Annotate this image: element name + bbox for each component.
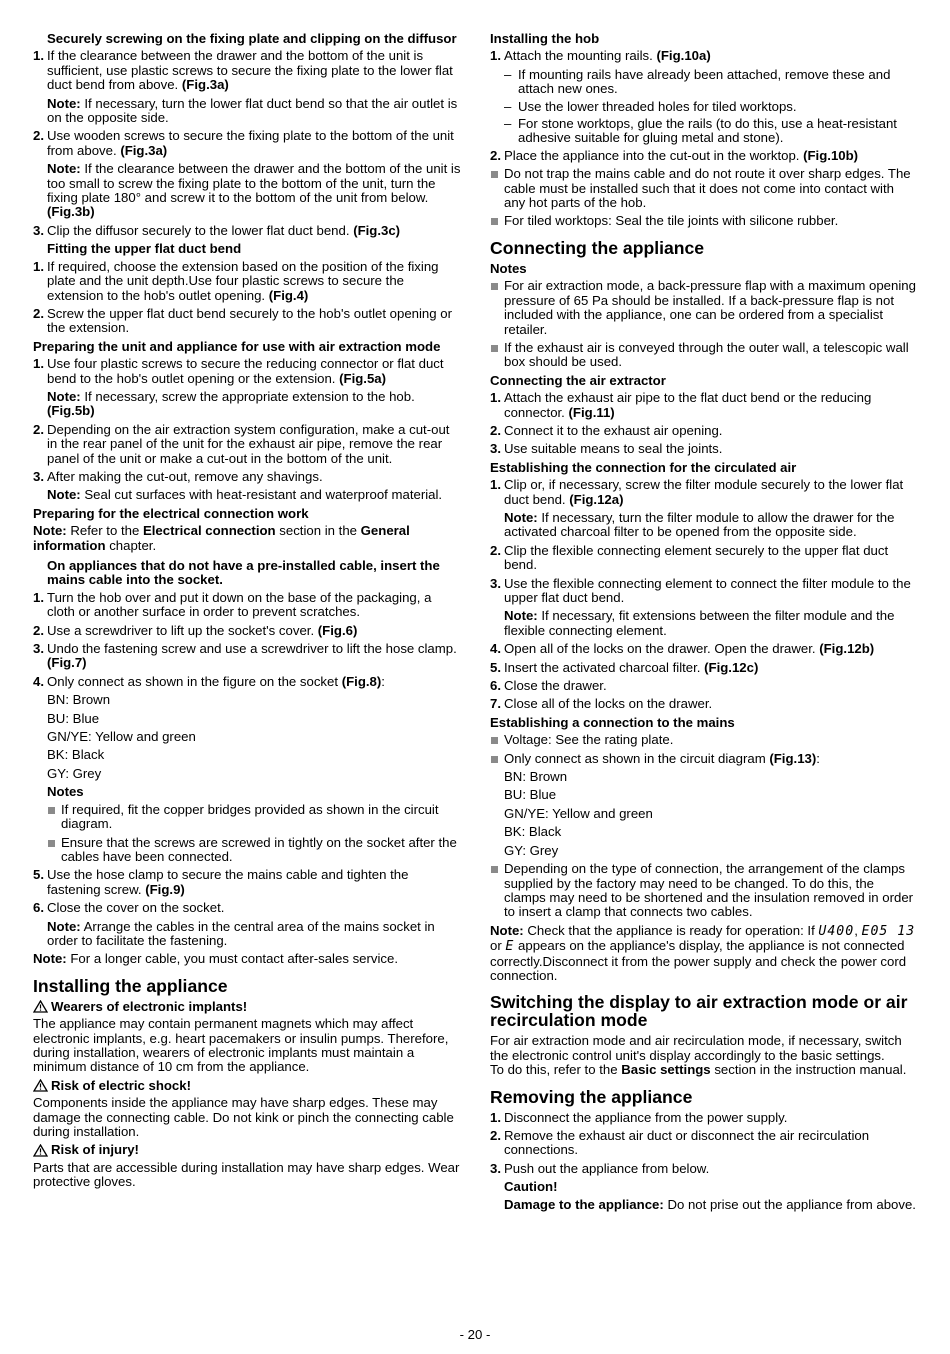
note: Note: If necessary, turn the filter module to allow the drawer for the activated charcoal filter to be opened from the opposite side. — [504, 509, 895, 540]
list-item: 6. Close the cover on the socket. — [33, 900, 225, 916]
list-item: 3. Undo the fastening screw and use a screwdriver to lift the hose clamp. (Fig.7) — [33, 641, 457, 671]
list-item: 3. Push out the appliance from below. — [490, 1160, 710, 1176]
warning-title: Wearers of electronic implants! — [33, 1000, 461, 1014]
left-column — [33, 32, 461, 1193]
section-heading: Installing the appliance — [33, 975, 228, 996]
bullet-square-icon — [490, 279, 504, 337]
list-item: 1. Attach the mounting rails. (Fig.10a) — [490, 48, 711, 64]
display-code: E — [505, 939, 515, 955]
bullet-item: If required, fit the copper bridges provided as shown in the circuit diagram. — [47, 803, 461, 832]
notes-title: Notes — [47, 784, 84, 800]
note: Note: Seal cut surfaces with heat-resistant and waterproof material. — [47, 487, 443, 503]
color-code: GY: Grey — [504, 842, 559, 858]
section-heading: Removing the appliance — [490, 1086, 693, 1107]
list-item: 5. Use the hose clamp to secure the mains cable and tighten the fastening screw. (Fig.9) — [33, 867, 409, 897]
color-code: BN: Brown — [504, 769, 568, 785]
caution-text: Damage to the appliance: Do not prise out the appliance from above. — [504, 1196, 916, 1212]
bullet-item: For tiled worktops: Seal the tile joints with silicone rubber. — [490, 214, 918, 228]
color-code: BK: Black — [47, 747, 105, 763]
note: Note: If the clearance between the drawer and the bottom of the unit is too small to screw the fixing plate to the bottom of the unit, turn the fixing plate 180° and screw it to the bottom of the unit from below. (Fig.3b) — [47, 161, 461, 220]
paragraph: For air extraction mode and air recirculation mode, if necessary, switch the electronic control unit's display accordingly to the basic settings. — [490, 1033, 902, 1063]
bullet-item: Depending on the type of connection, the arrangement of the clamps supplied by the factory may need to be changed. To do this, the clamps may need to be shortened and the insulation removed in order to insert a clamp that connects two cables. — [490, 862, 918, 920]
bullet-square-icon — [47, 803, 61, 832]
bullet-square-icon — [47, 836, 61, 865]
section-title: Installing the hob — [490, 31, 600, 46]
paragraph: To do this, refer to the Basic settings section in the instruction manual. — [490, 1062, 907, 1078]
section-heading: Switching the display to air extraction mode or air recirculation mode — [490, 992, 908, 1031]
section-title: Establishing a connection to the mains — [490, 714, 735, 730]
warning-triangle-icon — [33, 1079, 48, 1092]
list-item: 7. Close all of the locks on the drawer. — [490, 696, 713, 712]
list-item: 2. Remove the exhaust air duct or disconnect the air recirculation connections. — [490, 1127, 870, 1158]
list-item: 2. Place the appliance into the cut-out in the worktop. (Fig.10b) — [490, 147, 859, 163]
list-item: 2. Connect it to the exhaust air opening. — [490, 422, 723, 438]
operation-note: Note: Check that the appliance is ready for operation: If U400, E05 13 or E appears on the appliance's display, the appliance is not connected correctly.Disconnect it from the power supply and check the power cord connection. — [490, 922, 916, 983]
list-item: 4. Only connect as shown in the figure on the socket (Fig.8): — [33, 673, 385, 689]
list-item: 1. If the clearance between the drawer and the bottom of the unit is sufficient, use plastic screws to secure the fixing plate to the lower flat duct bend from above. (Fig.3a) — [33, 48, 453, 93]
list-item: 2. Use wooden screws to secure the fixing plate to the bottom of the unit from above. (Fig.3a) — [33, 128, 454, 158]
section-title: Securely screwing on the fixing plate and clipping on the diffusor — [47, 31, 457, 46]
caution-title: Caution! — [504, 1179, 558, 1195]
note: Note: If necessary, fit extensions between the filter module and the flexible connecting element. — [504, 608, 895, 638]
list-item: 2. Screw the upper flat duct bend securely to the hob's outlet opening or the extension. — [33, 305, 452, 336]
list-item: 1. Clip or, if necessary, screw the filter module securely to the lower flat duct bend. (Fig.12a) — [490, 477, 904, 507]
dash-item: – For stone worktops, glue the rails (to do this, use a heat-resistant adhesive suitable for gluing metal and stone). — [504, 116, 897, 146]
bullet-square-icon — [490, 862, 504, 920]
note: Note: Arrange the cables in the central area of the mains socket in order to facilitate the fastening. — [47, 918, 435, 948]
list-item: 2. Use a screwdriver to lift up the socket's cover. (Fig.6) — [33, 622, 358, 638]
display-code: E05 13 — [861, 923, 916, 939]
color-code: BU: Blue — [504, 787, 557, 803]
section-title: Establishing the connection for the circulated air — [490, 459, 797, 475]
color-code: BN: Brown — [47, 692, 111, 708]
list-item: 2. Clip the flexible connecting element securely to the upper flat duct bend. — [490, 542, 889, 573]
warning-text: Parts that are accessible during installation may have sharp edges. Wear protective gloves. — [33, 1159, 460, 1190]
color-code: BU: Blue — [47, 710, 100, 726]
list-item: 1. Turn the hob over and put it down on the base of the packaging, a cloth or another surface in order to prevent scratches. — [33, 589, 432, 620]
warning-triangle-icon — [33, 1144, 48, 1157]
list-item: 1. Disconnect the appliance from the power supply. — [490, 1109, 788, 1125]
section-heading: Connecting the appliance — [490, 237, 705, 258]
dash-item: – Use the lower threaded holes for tiled worktops. — [504, 98, 797, 114]
note: Note: If necessary, screw the appropriate extension to the hob. (Fig.5b) — [47, 388, 415, 419]
color-code: GN/YE: Yellow and green — [504, 805, 653, 821]
dash-item: – If mounting rails have already been attached, remove these and attach new ones. — [504, 66, 891, 97]
warning-text: The appliance may contain permanent magnets which may affect electronic implants, e.g. heart pacemakers or insulin pumps. Therefore, during installation, wearers of electronic implants must maintain a minimum distance of 10 cm from the appliance. — [33, 1016, 449, 1075]
note: Note: For a longer cable, you must contact after-sales service. — [33, 951, 399, 967]
bullet-square-icon — [490, 341, 504, 370]
notes-title: Notes — [490, 260, 527, 276]
list-item: 1. Attach the exhaust air pipe to the flat duct bend or the reducing connector. (Fig.11) — [490, 390, 872, 420]
list-item: 5. Insert the activated charcoal filter. (Fig.12c) — [490, 659, 759, 675]
note: Note: If necessary, turn the lower flat duct bend so that the air outlet is on the opposite side. — [47, 95, 458, 126]
section-subtitle: On appliances that do not have a pre-installed cable, insert the mains cable into the socket. — [47, 558, 440, 588]
section-title: Connecting the air extractor — [490, 372, 666, 388]
section-title: Preparing for the electrical connection work — [33, 505, 309, 521]
list-item: 3. Use the flexible connecting element to connect the filter module to the upper flat duct bend. — [490, 575, 911, 605]
list-item: 1. Use four plastic screws to secure the reducing connector or flat duct bend to the hob's outlet opening or the extension. (Fig.5a) — [33, 356, 444, 386]
list-item: 3. After making the cut-out, remove any shavings. — [33, 468, 323, 484]
list-item: 3. Use suitable means to seal the joints. — [490, 441, 723, 457]
list-item: 1. If required, choose the extension based on the position of the fixing plate and the unit depth.Use four plastic screws to secure the extension to the hob's outlet opening. (Fig.4) — [33, 258, 439, 303]
bullet-item: Do not trap the mains cable and do not route it over sharp edges. The cable must be installed such that it does not come into contact with any hot parts of the hob. — [490, 167, 918, 210]
bullet-item: Ensure that the screws are screwed in tightly on the socket after the cables have been connected. — [47, 836, 461, 865]
color-code: BK: Black — [504, 824, 562, 840]
bullet-square-icon — [490, 214, 504, 228]
right-column — [490, 32, 918, 1216]
warning-triangle-icon — [33, 1000, 48, 1013]
display-code: U400 — [818, 923, 855, 939]
bullet-square-icon — [490, 752, 504, 766]
bullet-square-icon — [490, 733, 504, 747]
bullet-item: If the exhaust air is conveyed through the outer wall, a telescopic wall box should be used. — [490, 341, 918, 370]
list-item: 4. Open all of the locks on the drawer. Open the drawer. (Fig.12b) — [490, 641, 875, 657]
bullet-item: Voltage: See the rating plate. — [490, 733, 918, 747]
section-title: Fitting the upper flat duct bend — [47, 241, 242, 257]
color-code: GN/YE: Yellow and green — [47, 729, 196, 745]
section-title: Preparing the unit and appliance for use with air extraction mode — [33, 338, 441, 354]
note: Note: Refer to the Electrical connection section in the General information chapter. — [33, 523, 410, 553]
list-item: 2. Depending on the air extraction system configuration, make a cut-out in the rear panel of the unit for the exhaust air pipe, remove the rear panel of the unit or make a cut-out in the bottom of the unit. — [33, 421, 450, 466]
bullet-item: For air extraction mode, a back-pressure flap with a maximum opening pressure of 65 Pa should be installed. If a back-pressure flap is not included with the appliance, one can be ordered from a specialist retailer. — [490, 279, 918, 337]
warning-text: Components inside the appliance may have sharp edges. These may damage the connecting cable. Do not kink or pinch the connecting cable during installation. — [33, 1095, 454, 1139]
bullet-item: Only connect as shown in the circuit diagram (Fig.13): — [490, 752, 918, 766]
warning-title: Risk of injury! — [33, 1143, 461, 1157]
color-code: GY: Grey — [47, 765, 102, 781]
bullet-square-icon — [490, 167, 504, 210]
list-item: 3. Clip the diffusor securely to the lower flat duct bend. (Fig.3c) — [33, 222, 401, 238]
warning-title: Risk of electric shock! — [33, 1079, 461, 1093]
page-number: - 20 - — [459, 1327, 491, 1342]
list-item: 6. Close the drawer. — [490, 678, 607, 694]
